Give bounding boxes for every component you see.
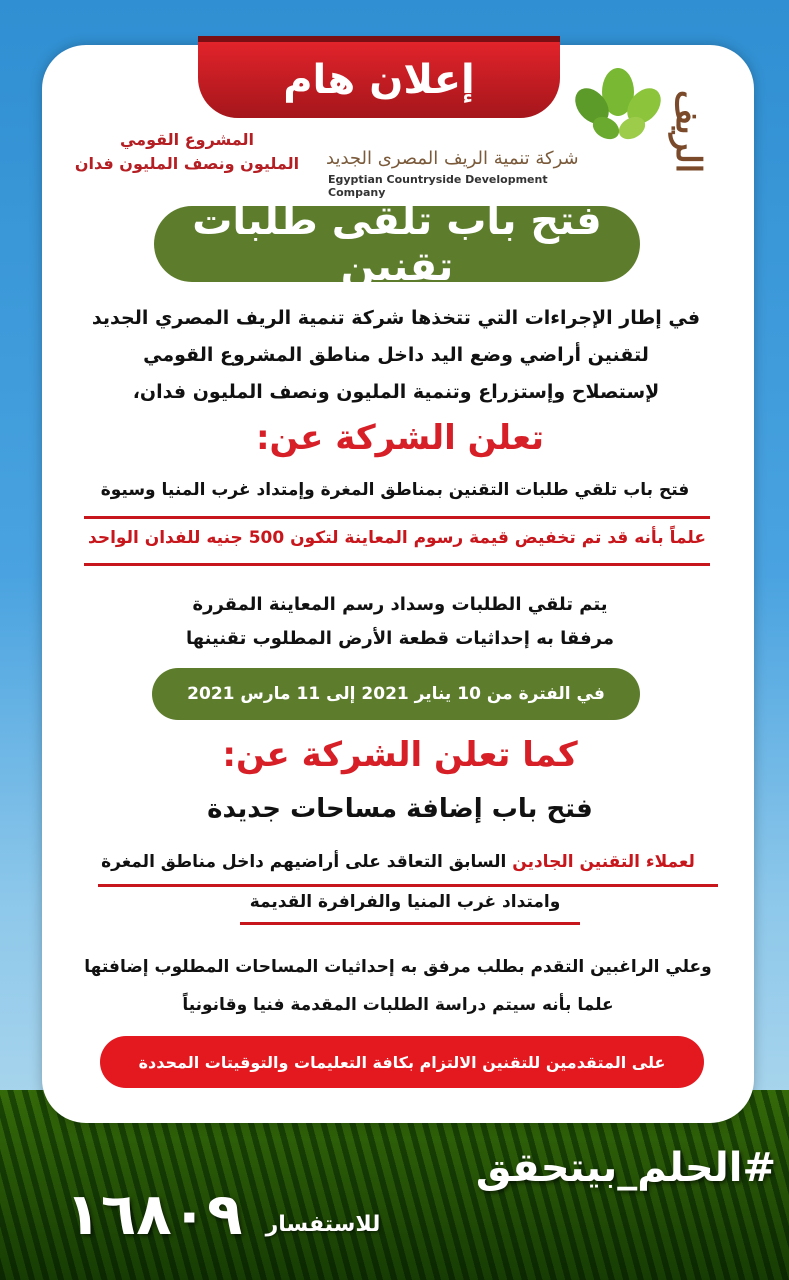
important-notice-banner [198,36,560,118]
divider-line [84,516,710,519]
compliance-notice-pill: على المتقدمين للتقنين الالتزام بكافة التعليمات والتوقيتات المحددة [100,1036,704,1088]
banner-label: إعلان هام [283,57,475,103]
serious-clients-text: لعملاء التقنين الجادين السابق التعاقد على أراضيهم داخل مناطق المغرة [101,852,695,872]
divider-line [240,922,580,925]
procedure-text: يتم تلقي الطلبات وسداد رسم المعاينة المقررة مرفقا به إحداثيات قطعة الأرض المطلوب تقنينها [186,594,614,649]
regions-text: وامتداد غرب المنيا والفرافرة القديمة [249,892,561,912]
main-title: فتح باب تلقى طلبات تقنين [154,206,640,282]
leaves-logo-icon [570,62,666,148]
period-pill: في الفترة من 10 يناير 2021 إلى 11 مارس 2021 [152,668,640,720]
company-also-announces-heading: كما تعلن الشركة عن: [222,735,578,775]
campaign-hashtag: #الحلم_بيتحقق [475,1145,776,1191]
hotline-number: ١٦٨٠٩ [65,1180,243,1248]
divider-line [84,563,710,566]
national-project-label: المشروع القومي المليون ونصف المليون فدان [74,130,300,173]
company-announces-heading: تعلن الشركة عن: [255,418,545,458]
apply-instructions: وعلي الراغبين التقدم بطلب مرفق به إحداثيات المساحات المطلوب إضافتها علما بأنه سيتم دراسة الطلبات المقدمة فنيا وقانونياً [84,957,712,1015]
hotline-label: للاستفسار [265,1212,381,1237]
intro-paragraph: في إطار الإجراءات التي تتخذها شركة تنمية الريف المصري الجديد لتقنين أراضي وضع اليد داخل مناطق المشروع القومي لإستصلاح وإستزراع وتنمية المليون ونصف المليون فدان، [91,307,701,403]
logo-wordmark: الريف [668,90,708,174]
inspection-fee-note: علماً بأنه قد تم تخفيض قيمة رسوم المعاينة لتكون 500 جنيه للفدان الواحد [88,528,706,548]
new-areas-title: فتح باب إضافة مساحات جديدة [207,794,593,824]
company-name-ar: شركة تنمية الريف المصرى الجديد [326,148,579,169]
company-name-en: Egyptian Countryside Development Company [328,173,548,199]
divider-line [98,884,718,887]
announce-regularization: فتح باب تلقي طلبات التقنين بمناطق المغرة وإمتداد غرب المنيا وسيوة [100,480,690,500]
